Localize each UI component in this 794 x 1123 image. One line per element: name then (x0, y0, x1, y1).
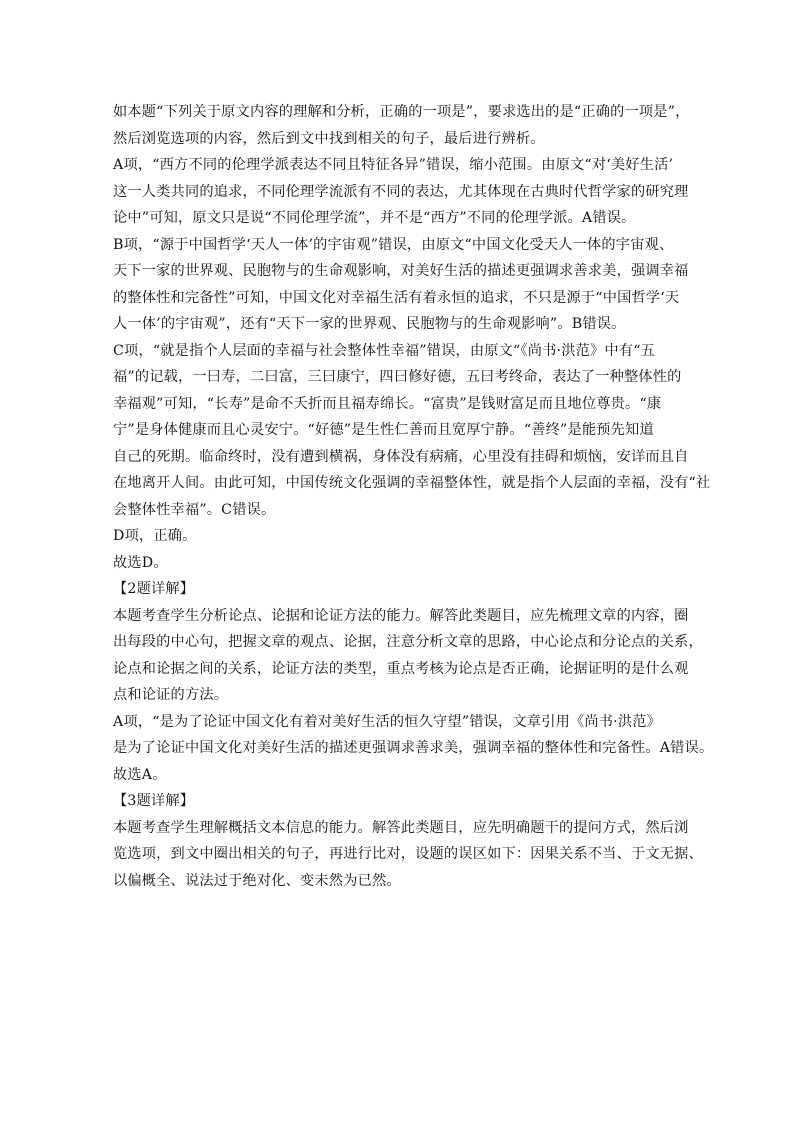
text-line: 这一人类共同的追求，不同伦理学流派有不同的表达，尤其体现在古典时代哲学家的研究理 (113, 183, 689, 200)
text-line: 出每段的中心句，把握文章的观点、论据，注意分析文章的思路，中心论点和分论点的关系， (113, 634, 703, 650)
section-heading: 【2题详解】 (113, 581, 195, 597)
text-line: 然后浏览选项的内容，然后到文中找到相关的句子，最后进行辨析。 (113, 130, 545, 147)
text-line: 本题考查学生分析论点、论据和论证方法的能力。解答此类题目，应先梳理文章的内容，圈 (113, 607, 689, 624)
text-line: 本题考查学生理解概括文本信息的能力。解答此类题目，应先明确题干的提问方式，然后浏 (113, 819, 689, 836)
text-line: 是为了论证中国文化对美好生活的描述更强调求善求美，强调幸福的整体性和完备性。A错误。 (113, 740, 714, 756)
text-line: 自己的死期。临命终时，没有遭到横祸，身体没有病痛，心里没有挂碍和烦恼，安详而且自 (113, 448, 689, 465)
text-line: 天下一家的世界观、民胞物与的生命观影响，对美好生活的描述更强调求善求美，强调幸福 (113, 263, 689, 279)
text-line: A项，“西方不同的伦理学派表达不同且特征各异”错误，缩小范围。由原文“对‘美好生活’ (113, 157, 674, 173)
text-line: 览选项，到文中圈出相关的句子，再进行比对，设题的误区如下：因果关系不当、于文无据、 (113, 846, 703, 862)
text-line: 会整体性幸福”。C错误。 (113, 501, 276, 518)
text-line: 论中”可知，原文只是说“不同伦理学流”，并不是“西方”不同的伦理学派。A错误。 (113, 210, 636, 226)
text-line: 人一体’的宇宙观”，还有“天下一家的世界观、民胞物与的生命观影响”。B错误。 (113, 316, 626, 332)
text-line: D项，正确。 (113, 528, 197, 544)
text-line: 如本题“下列关于原文内容的理解和分析，正确的一项是”，要求选出的是“正确的一项是”， (113, 104, 690, 120)
text-line: 故选D。 (113, 554, 168, 571)
document-body (113, 99, 714, 894)
text-line: A项，“是为了论证中国文化有着对美好生活的恒久守望”错误，文章引用《尚书·洪范》 (113, 713, 662, 730)
text-line: 的整体性和完备性”可知，中国文化对幸福生活有着永恒的追求，不只是源于“中国哲学‘天 (113, 289, 680, 306)
text-line: 故选A。 (113, 766, 167, 783)
text-line: 在地离开人间。由此可知，中国传统文化强调的幸福整体性，就是指个人层面的幸福，没有“社 (113, 475, 711, 491)
text-line: B项，“源于中国哲学‘天人一体’的宇宙观”错误，由原文“中国文化受天人一体的宇宙观、 (113, 236, 674, 253)
text-line: 论点和论据之间的关系，论证方法的类型，重点考核为论点是否正确，论据证明的是什么观 (113, 660, 689, 677)
text-line: 福”的记载，一曰寿，二曰富，三曰康宁，四曰修好德，五曰考终命，表达了一种整体性的 (113, 369, 682, 385)
text-line: 以偏概全、说法过于绝对化、变未然为已然。 (113, 872, 401, 889)
text-line: 宁”是身体健康而且心灵安宁。“好德”是生性仁善而且宽厚宁静。“善终”是能预先知道 (113, 422, 654, 438)
text-line: 幸福观”可知，“长寿”是命不夭折而且福寿绵长。“富贵”是钱财富足而且地位尊贵。“康 (113, 395, 662, 412)
text-line: 点和论证的方法。 (113, 687, 229, 703)
text-line: C项，“就是指个人层面的幸福与社会整体性幸福”错误，由原文“《尚书·洪范》中有“五 (113, 342, 656, 359)
section-heading: 【3题详解】 (113, 793, 195, 809)
